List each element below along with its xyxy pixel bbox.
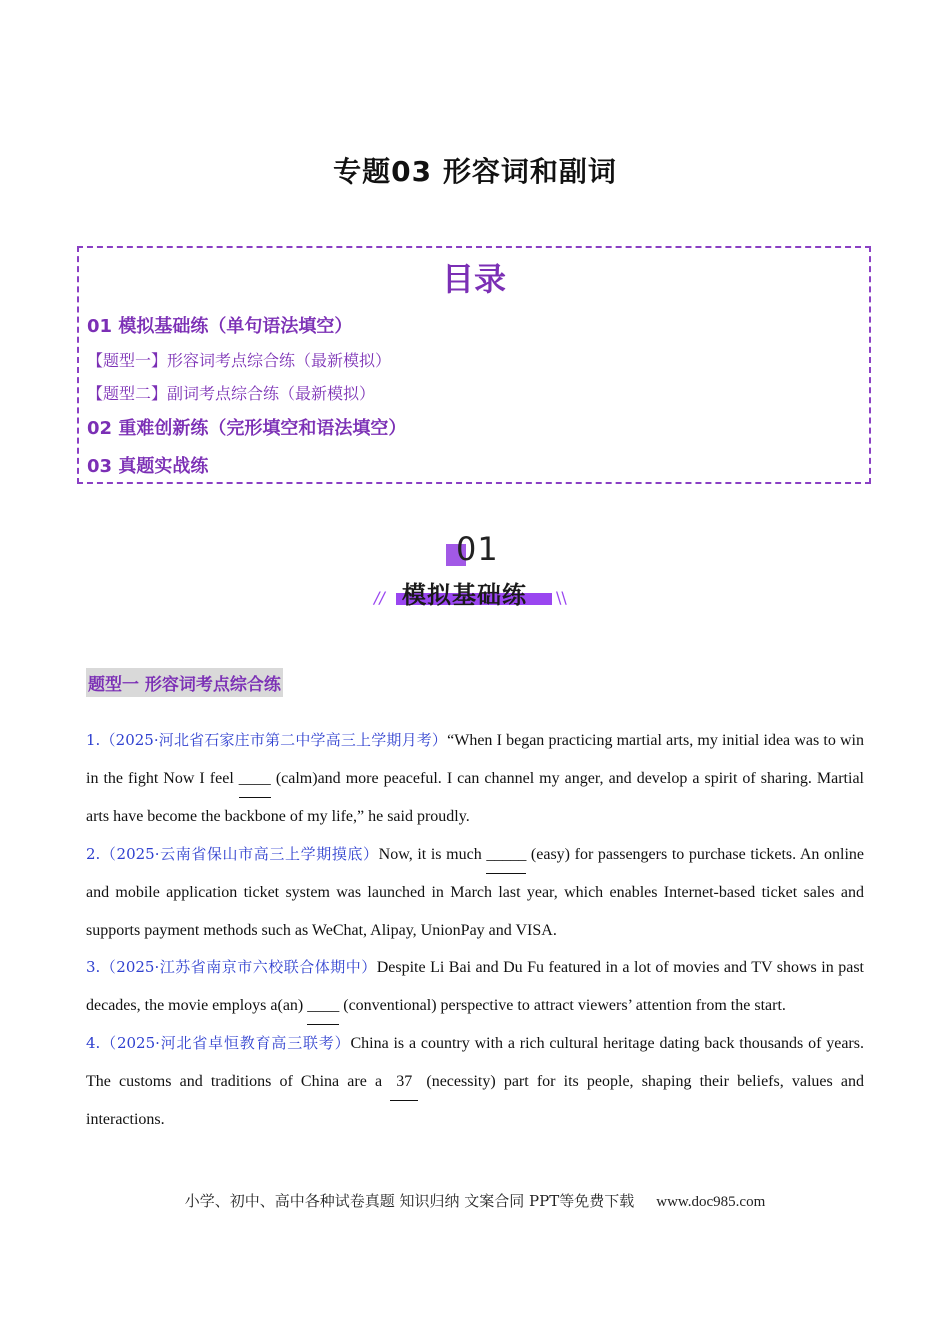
answer-blank[interactable]: ____: [239, 760, 271, 799]
answer-blank[interactable]: 37: [390, 1063, 418, 1102]
toc-item-01[interactable]: 01 模拟基础练（单句语法填空）: [87, 316, 353, 337]
question-text: “When I began practicing martial arts, my initial idea was to win in the fight Now I feel: [86, 732, 865, 787]
toc-item-03[interactable]: 03 真题实战练: [87, 456, 209, 477]
footer-url[interactable]: www.doc985.com: [656, 1194, 766, 1210]
page-title: 专题03 形容词和副词: [333, 155, 617, 188]
question-list: [86, 722, 864, 1139]
question-text: Despite Li Bai and Du Fu featured in a lot of movies and TV shows in past decades, the movie employs a(an): [86, 959, 864, 1014]
toc-item-02[interactable]: 02 重难创新练（完形填空和语法填空）: [87, 418, 407, 439]
answer-blank[interactable]: _____: [486, 836, 526, 875]
toc-item-type-1[interactable]: 【题型一】形容词考点综合练（最新模拟）: [87, 351, 392, 370]
question-source: 1.（2025·河北省石家庄市第二中学高三上学期月考）: [86, 731, 448, 749]
badge-label: 模拟基础练: [402, 581, 527, 609]
footer-text: 小学、初中、高中各种试卷真题 知识归纳 文案合同 PPT等免费下载: [184, 1192, 635, 1210]
page-footer: [0, 1190, 950, 1211]
question-text: Now, it is much: [378, 845, 487, 863]
question-4: [86, 1025, 864, 1139]
question-text: (calm)and more peaceful. I can channel my anger, and develop a spirit of sharing. Martial arts have become the backbone of my life,” he said proudly.: [86, 769, 864, 825]
question-text: (easy) for passengers to purchase tickets. An online and mobile application ticket system was launched in March last year, which enables Internet-based ticket sales and supports payment methods such as WeChat, Alipay, UnionPay and VISA.: [86, 845, 864, 939]
toc-heading: 目录: [441, 260, 506, 298]
table-of-contents: [77, 246, 871, 484]
question-source: 2.（2025·云南省保山市高三上学期摸底）: [86, 844, 379, 863]
section-badge: [370, 530, 580, 615]
badge-slash-left: //: [374, 588, 385, 607]
badge-number: 01: [456, 530, 499, 568]
badge-slash-right: \\: [556, 588, 567, 607]
question-text: (conventional) perspective to attract viewers’ attention from the start.: [339, 996, 786, 1014]
question-2: [86, 836, 864, 950]
toc-item-type-2[interactable]: 【题型二】副词考点综合练（最新模拟）: [87, 384, 376, 403]
question-1: [86, 722, 864, 836]
answer-blank[interactable]: ____: [307, 987, 339, 1026]
section-label: 题型一 形容词考点综合练: [86, 668, 283, 697]
question-text: China is a country with a rich cultural heritage dating back thousands of years. The customs and traditions of China are a: [86, 1035, 864, 1090]
question-source: 3.（2025·江苏省南京市六校联合体期中）: [86, 958, 377, 976]
question-source: 4.（2025·河北省卓恒教育高三联考）: [86, 1034, 351, 1052]
question-text: (necessity) part for its people, shaping their beliefs, values and interactions.: [86, 1072, 864, 1128]
question-3: [86, 949, 864, 1025]
